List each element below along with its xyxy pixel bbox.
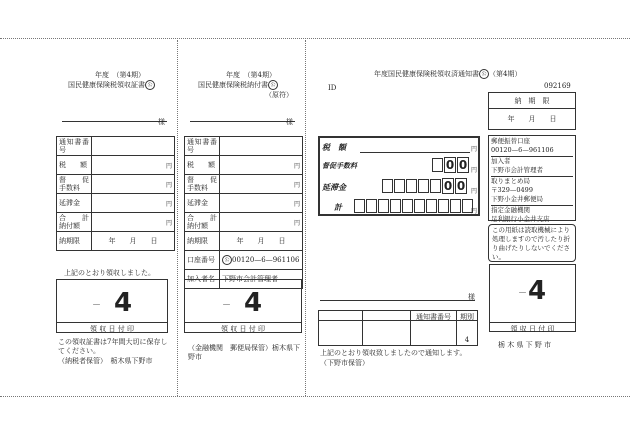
receipt-sama: 様 <box>158 118 165 126</box>
zero-digit: 0 <box>456 179 466 193</box>
tax-yen: 円 <box>471 146 478 153</box>
public-mark: 公 <box>479 69 489 79</box>
digit-box <box>418 179 429 193</box>
machine-note: この用紙は読取機械により処理しますので汚したり折り曲げたりしないでください。 <box>492 226 570 261</box>
cut-line-2 <box>305 40 306 396</box>
postal-account-label: 郵便振替口座 <box>491 137 530 145</box>
fee-unit: 円 <box>220 175 303 194</box>
notice-stamp-label: 領 収 日 付 印 <box>489 322 576 334</box>
notice-number-header: 通知書番号 <box>416 313 451 321</box>
deadline-value: 年 月 日 <box>220 232 303 251</box>
digit-box <box>402 199 413 213</box>
receipt-year: 年度 （第4期） <box>95 71 145 79</box>
table-row <box>185 137 303 156</box>
pay-title <box>198 80 278 90</box>
total-label: 合 計納付額 <box>57 213 92 232</box>
account-value <box>220 251 303 270</box>
notice-number: 092169 <box>544 82 571 90</box>
receipt-note: 上記のとおり領収しました。 <box>64 269 155 277</box>
bank-name: 足利銀行小金井支店 <box>491 215 550 224</box>
table-row <box>185 194 303 213</box>
notice-name-line <box>320 300 475 301</box>
member-value: 下野市会計管理者 <box>220 270 303 289</box>
receipt-table <box>56 136 175 251</box>
total-unit: 円 <box>220 213 303 232</box>
pay-sama: 様 <box>286 118 293 126</box>
table-row <box>185 232 303 251</box>
digit-box <box>414 199 425 213</box>
table-row <box>57 194 175 213</box>
late-label: 延滞金 <box>185 194 220 213</box>
late-yen: 円 <box>471 188 478 195</box>
member-label: 加入者名 <box>185 270 220 289</box>
postal-code: 〒329—0499 <box>491 186 533 195</box>
account-number: 00120—6—961106 <box>232 256 300 264</box>
notice-no-value <box>92 137 175 156</box>
notice-city: 栃 木 県 下 野 市 <box>498 341 552 349</box>
period-value: 4 <box>464 336 470 344</box>
tax-label: 税 額 <box>185 156 220 175</box>
digit-box <box>438 199 449 213</box>
tax-line <box>360 152 470 153</box>
fee-yen: 円 <box>471 167 478 174</box>
receipt-stamp-label: 領 収 日 付 印 <box>56 322 168 334</box>
notice-receipt-note: 上記のとおり領収致しましたので通知します。 <box>320 349 467 357</box>
notice-title-text: 年度国民健康保険税領収済通知書 <box>374 70 479 78</box>
table-row <box>57 213 175 232</box>
fee-label-bold: 督促手数料 <box>322 162 357 170</box>
receipt-title-text: 国民健康保険税領収証書 <box>68 81 145 89</box>
deadline-label: 納期限 <box>185 232 220 251</box>
post-office: 下野小金井郵便局 <box>491 195 573 205</box>
table-row <box>185 251 303 270</box>
digit-box <box>432 158 443 172</box>
digit-box <box>406 179 417 193</box>
table-row <box>185 213 303 232</box>
notice-no-value <box>220 137 303 156</box>
tax-label-bold: 税 額 <box>322 143 346 152</box>
late-label-bold: 延滞金 <box>322 183 346 192</box>
receipt-name-line <box>62 120 167 122</box>
cut-line-1 <box>177 40 178 396</box>
total-label: 合 計納付額 <box>185 213 220 232</box>
table-row <box>185 175 303 194</box>
digit-box <box>394 179 405 193</box>
digit-box <box>390 199 401 213</box>
notice-title <box>374 69 521 79</box>
pay-year: 年度 （第4期） <box>226 71 276 79</box>
total-label-bold: 計 <box>334 203 342 212</box>
postal-account-number: 00120—6—961106 <box>491 146 573 156</box>
collect-office-label: 取りまとめ局 <box>491 176 530 185</box>
receipt-dash: － <box>92 301 102 311</box>
cut-line-top <box>0 38 630 39</box>
member-name: 下野市会計管理者 <box>491 166 573 176</box>
public-mark: 公 <box>145 80 155 90</box>
notice-no-label: 通知書番 号 <box>185 137 220 156</box>
notice-keep-note: （下野市保管） <box>320 359 369 367</box>
table-divider <box>362 310 363 346</box>
tax-unit: 円 <box>220 156 303 175</box>
deadline-value: 年 月 日 <box>507 115 557 123</box>
table-row <box>57 232 175 251</box>
total-unit: 円 <box>92 213 175 232</box>
member-label: 加入者 <box>491 156 511 165</box>
table-row <box>57 137 175 156</box>
account-label: 口座番号 <box>185 251 220 270</box>
table-row <box>185 156 303 175</box>
public-mark: 公 <box>222 255 232 265</box>
table-row <box>57 156 175 175</box>
receipt-title <box>68 80 155 90</box>
deadline-label: 納期限 <box>57 232 92 251</box>
digit-box <box>366 199 377 213</box>
pay-title-text: 国民健康保険税納付書 <box>198 81 268 89</box>
zero-digit: 0 <box>458 158 468 172</box>
info-text <box>491 137 573 225</box>
late-unit: 円 <box>92 194 175 213</box>
pay-keep-note: （金融機関 郵便局保管）栃木県下野市 <box>188 344 300 361</box>
late-label: 延滞金 <box>57 194 92 213</box>
digit-box <box>450 199 461 213</box>
late-unit: 円 <box>220 194 303 213</box>
notice-period-label: （第4期） <box>489 70 522 78</box>
notice-no-label: 通知書番 号 <box>57 137 92 156</box>
fee-digits <box>432 157 470 173</box>
bank-label: 指定金融機関 <box>491 205 530 214</box>
deadline-value: 年 月 日 <box>92 232 175 251</box>
pay-original: （原符） <box>265 91 293 99</box>
cut-line-bottom <box>0 396 630 397</box>
tax-unit: 円 <box>92 156 175 175</box>
total-digits <box>354 199 474 213</box>
public-mark: 公 <box>268 80 278 90</box>
table-row <box>57 175 175 194</box>
receipt-keep-note: この領収証書は7年間大切に保存してください。 <box>58 338 168 355</box>
total-yen: 円 <box>471 208 478 215</box>
pay-dash: － <box>222 301 232 311</box>
fee-label: 督 促手数料 <box>57 175 92 194</box>
id-label: ID <box>328 84 337 92</box>
receipt-owner-note: （納税者保管） 栃木県下野市 <box>58 357 153 365</box>
late-digits <box>382 178 468 194</box>
notice-period-digit: 4 <box>528 276 547 306</box>
pay-name-line <box>190 120 295 122</box>
pay-stamp-label: 領 収 日 付 印 <box>184 322 302 334</box>
pay-period-digit: 4 <box>244 288 263 318</box>
zero-digit: 0 <box>443 179 453 193</box>
period-header: 期別 <box>460 313 474 321</box>
notice-dash: － <box>518 289 528 299</box>
fee-unit: 円 <box>92 175 175 194</box>
receipt-period-digit: 4 <box>114 288 133 318</box>
digit-box <box>430 179 441 193</box>
digit-box <box>382 179 393 193</box>
fee-label: 督 促手数料 <box>185 175 220 194</box>
zero-digit: 0 <box>445 158 455 172</box>
notice-sama: 様 <box>468 293 475 301</box>
digit-box <box>426 199 437 213</box>
digit-box <box>378 199 389 213</box>
deadline-label: 納 期 限 <box>488 96 576 109</box>
pay-table <box>184 136 303 289</box>
digit-box <box>354 199 365 213</box>
tax-label: 税 額 <box>57 156 92 175</box>
